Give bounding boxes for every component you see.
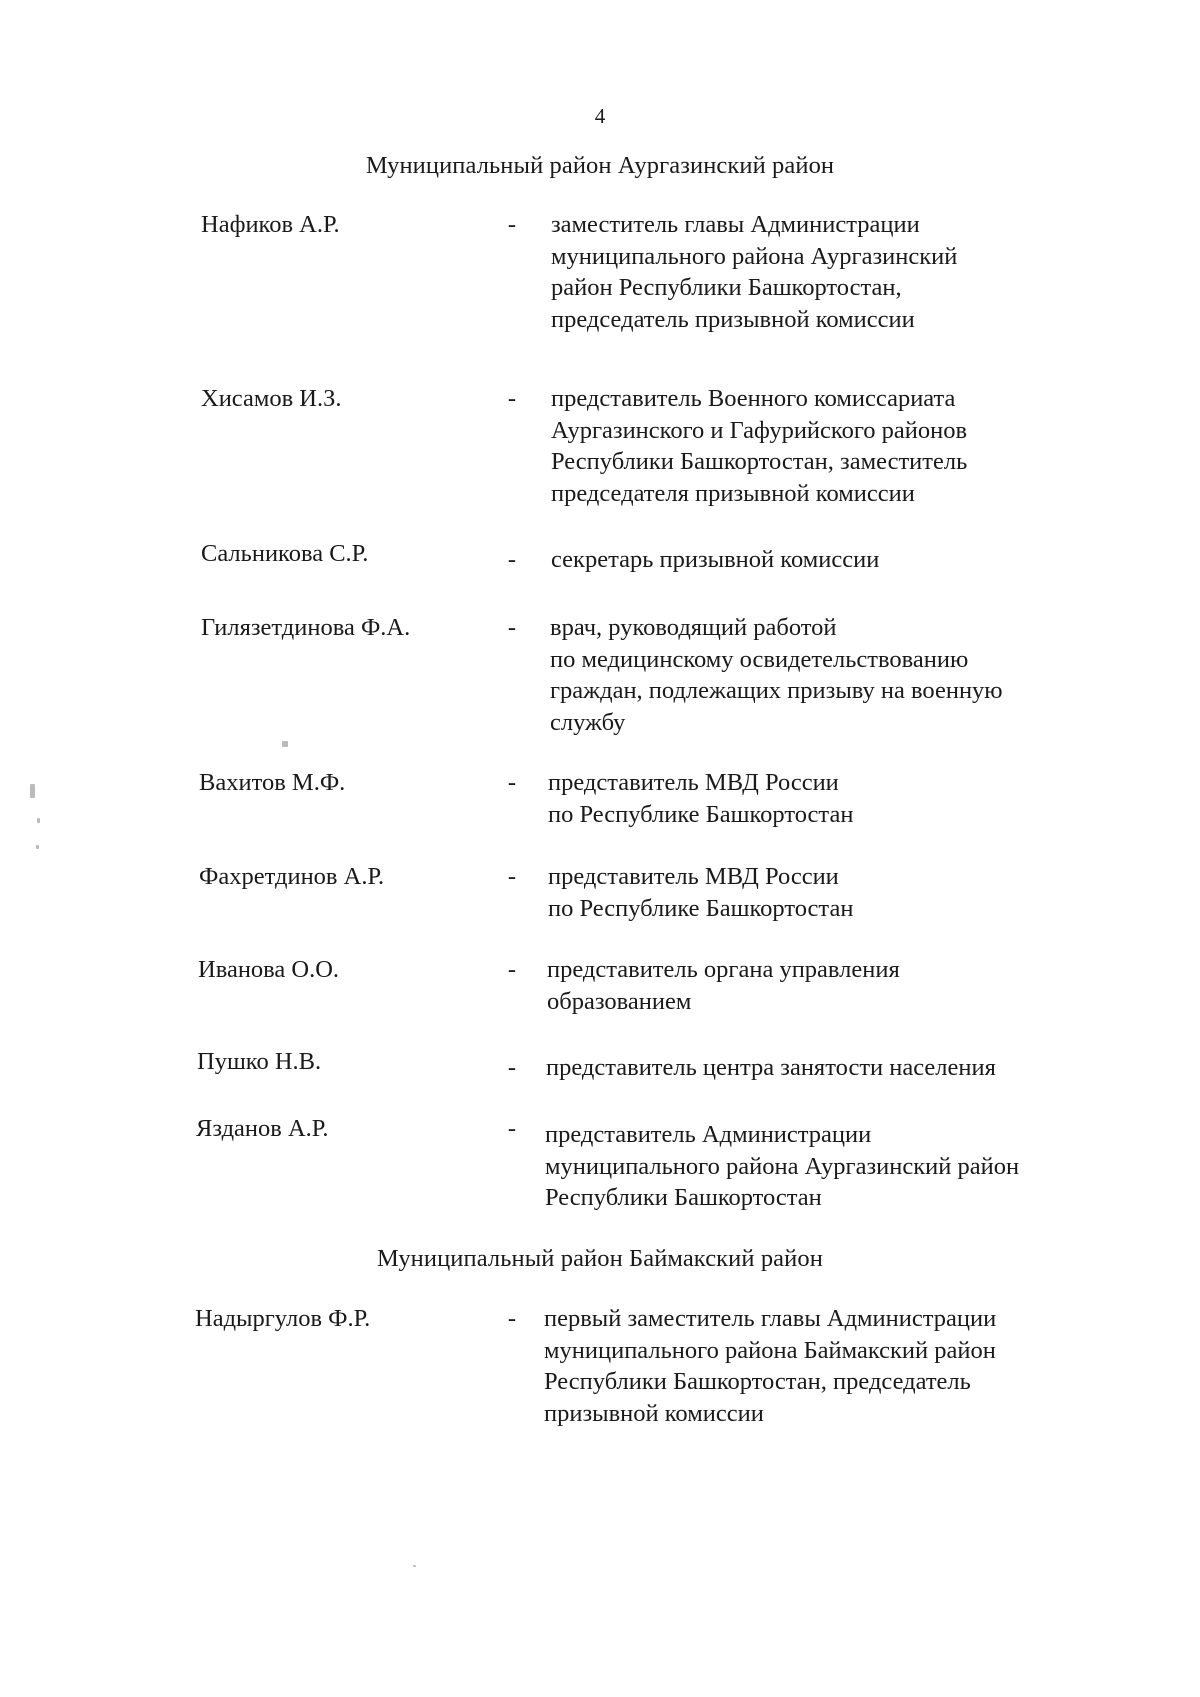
separator-dash: - [507, 769, 517, 796]
role-line: Республики Башкортостан, заместитель [551, 448, 968, 475]
member-name: Хисамов И.З. [201, 385, 342, 412]
role-line: район Республики Башкортостан, [551, 274, 902, 301]
scan-speck [37, 818, 40, 823]
member-role [548, 861, 853, 924]
member-name: Вахитов М.Ф. [199, 769, 346, 796]
section-title-aurgazinsky: Муниципальный район Аургазинский район [365, 152, 835, 179]
member-role [546, 1052, 996, 1084]
separator-dash: - [507, 1305, 517, 1332]
role-line: председателя призывной комиссии [551, 479, 915, 507]
separator-dash: - [507, 956, 517, 983]
role-line: муниципального района Баймакский район [544, 1336, 996, 1364]
scan-speck [282, 741, 288, 747]
member-name: Сальникова С.Р. [201, 540, 369, 567]
role-line: представитель органа управления [547, 956, 900, 983]
member-role [551, 383, 967, 509]
role-line: призывной комиссии [544, 1399, 764, 1427]
role-line: заместитель главы Администрации [551, 211, 920, 238]
separator-dash: - [507, 211, 517, 238]
separator-dash: - [507, 385, 517, 412]
page-number: 4 [594, 104, 606, 128]
member-role [548, 767, 853, 830]
member-name: Фахретдинов А.Р. [199, 863, 385, 890]
role-line: председатель призывной комиссии [551, 305, 915, 333]
role-line: по Республике Башкортостан [548, 800, 854, 828]
separator-dash: - [507, 1054, 517, 1081]
member-role [551, 544, 879, 576]
separator-dash: - [507, 1115, 517, 1142]
role-line: Аургазинского и Гафурийского районов [551, 416, 968, 444]
role-line: представитель Военного комиссариата [551, 385, 956, 412]
role-line: Республики Башкортостан, председатель [544, 1368, 971, 1395]
member-name: Гилязетдинова Ф.А. [201, 614, 411, 641]
role-line: представитель Администрации [545, 1121, 872, 1148]
member-role [550, 612, 1003, 738]
separator-dash: - [507, 614, 517, 641]
role-line: муниципального района Аургазинский район [545, 1152, 1020, 1180]
member-name: Надыргулов Ф.Р. [195, 1305, 371, 1332]
role-line: по медицинскому освидетельствованию [550, 645, 969, 673]
role-line: Республики Башкортостан [545, 1184, 822, 1211]
role-line: врач, руководящий работой [550, 614, 837, 641]
role-line: граждан, подлежащих призыву на военную [550, 677, 1003, 704]
role-line: муниципального района Аургазинский [551, 242, 958, 270]
member-name: Пушко Н.В. [197, 1048, 322, 1075]
member-role [544, 1303, 996, 1429]
member-role [547, 954, 900, 1017]
member-name: Нафиков А.Р. [201, 211, 340, 238]
role-line: первый заместитель главы Администрации [544, 1305, 997, 1332]
scan-speck [36, 845, 39, 849]
role-line: службу [550, 708, 626, 736]
member-role [545, 1119, 1019, 1214]
role-line: образованием [547, 987, 692, 1015]
member-name: Иванова О.О. [198, 956, 340, 983]
scan-speck [413, 1565, 416, 1567]
separator-dash: - [507, 863, 517, 890]
member-name: Язданов А.Р. [196, 1115, 329, 1142]
role-line: представитель МВД России [548, 769, 839, 796]
role-line: секретарь призывной комиссии [551, 546, 880, 573]
role-line: представитель центра занятости населения [546, 1054, 996, 1081]
role-line: по Республике Башкортостан [548, 894, 854, 922]
scan-speck [30, 784, 35, 798]
section-title-baymaksky: Муниципальный район Баймакский район [377, 1245, 823, 1272]
member-role [551, 209, 957, 335]
role-line: представитель МВД России [548, 863, 839, 890]
separator-dash: - [507, 546, 517, 573]
